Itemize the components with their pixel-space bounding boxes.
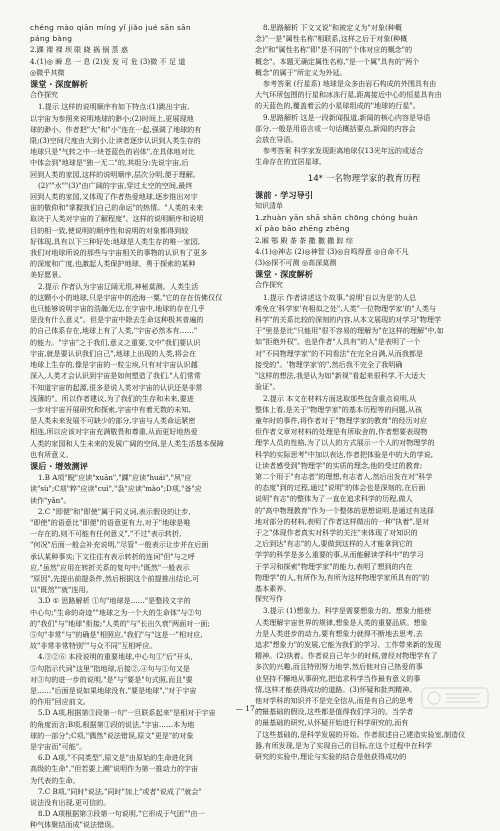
text-line: 学学的科学是多么重要的事,从而能解读学科中"的学习	[255, 550, 424, 560]
text-line: "即使"的语意比"即便"的语意更有力,对于"地球是唯	[30, 517, 191, 527]
text-line: 读"sù";C项"粹"应读"cuì","袅"应读"mào";D项,"备"应	[30, 484, 202, 494]
paragraph-start-line: 8.思路解析 下文又说"和被定义为"对象(种概	[263, 23, 402, 32]
text-line: 概念"。本题无确定属性名称,"是一个属"具有的"两个	[255, 56, 420, 66]
paragraph-start-line: 9.思路解析 这是一段新闻报道,新闻的核心内容是导语	[263, 112, 431, 122]
text-line: 念)"和"属性名称"即"是不同的"个体对应的概念"的	[255, 45, 413, 55]
text-line: 科学的实际思考"中加以表达,作者把体验是中的大的学说,	[255, 449, 434, 459]
text-line: 验证"。	[255, 382, 280, 392]
paragraph-start-line: 7.C B项,"同时"说法,"同时"加上"或者"说成了"就会"	[38, 786, 202, 796]
text-line: 也有所意义。	[30, 449, 73, 459]
text-line: 以宇宙为参照来说明地球的渺小;(2)时间上,更展现地	[30, 113, 194, 123]
text-line: 的能力。"宇宙"之于我们,意义之重要,文中"我们要认识	[30, 337, 201, 347]
section-heading: 课后 · 增效测评	[30, 460, 88, 471]
text-line: 的最基础的假设,这些都是值得我们学习的。当学者	[255, 707, 414, 717]
page-number: — 17 —	[235, 704, 265, 713]
paragraph-start-line: 1.提示 这样的说明顺序有如下特点:(1)跳出宇宙,	[38, 102, 190, 112]
text-line: 童年时的事件,将作者对于"物理学家的教育"的经历对应	[255, 415, 427, 425]
paragraph-start-line: 6.D A项,"不同类型",原文是"由原始的生命进化到	[38, 753, 193, 763]
text-line: 人类理解宇宙世界的规律,想象是人类的重要品质。想象	[255, 617, 428, 627]
section-heading: 课前 · 学习导引	[255, 189, 313, 200]
text-line: 读作"yǎn"。	[30, 495, 71, 505]
text-line: 基本素养。	[255, 583, 291, 593]
text-line: 也只能够说明宇宙的浩瀚无边,在宇宙中,地球的存在几乎	[30, 304, 205, 314]
section-heading: 课堂 · 深度解析	[30, 79, 88, 90]
text-line: 的"我们"与"地球"衔接;"人类的"与"长出久衰"两面对一面;	[30, 618, 210, 628]
pinyin-line: xǐ pào bāo zhēng zhēng	[255, 224, 350, 234]
pinyin-line: páng bàng	[30, 34, 73, 44]
text-line: 不知道宇宙的起源,很多是说人类对宇宙的认识还是非常	[30, 382, 203, 392]
text-line: 地对部分的材料,表明了作者这样做出的一种"执着",是对	[255, 516, 430, 526]
text-line: 一存在的,则不可能有任何意义","不过"表示转折,	[30, 529, 182, 539]
text-line: 地球上生存的,像是宇宙的一粒尘埃,只有对宇宙认识越	[30, 360, 198, 370]
subsection-heading: 合作探究	[255, 281, 283, 290]
pinyin-line: chéng mào qiān míng yǐ jiǎo jué sān sān	[30, 23, 191, 32]
text-line: 追求"想象力"的发展,它能为我们的学习、工作带来新的发现	[255, 639, 442, 649]
text-line: 的态度"到的过程,通过"说明"的体会也是深刻的,在后面	[255, 483, 426, 493]
text-line: 理学人员的性格,为了以人的方式展示一个人的对物理学的	[255, 438, 435, 448]
text-line: 对"不同物理学家"的不同看法"在完全自满,从而我都是	[255, 348, 424, 358]
text-line: 相连,所以应该对宇宙充满敬畏和尊重,从而更好地热爱	[30, 427, 198, 437]
text-line: 宇宙,就是要认识我们自己",地球上出现的人类,将会在	[30, 348, 197, 358]
text-line: 好体现,具有以下三种好处:地球是人类生存的唯一家园,	[30, 236, 201, 246]
text-line: 美好愿景。	[30, 270, 66, 280]
text-line: 的"高中物理教育"作为一个整体的思想说明,是通过有选择	[255, 505, 435, 515]
text-line: 人类的家园和人生未来的发展广阔的空间,是人类生活基本保障	[30, 438, 224, 448]
text-line: 他对学科的知识并不是完全信从,而是有自己的思考	[255, 695, 414, 705]
text-line: "这样的想法,我是认为如"新视"看起来很科学,不大适大	[255, 371, 426, 381]
text-line: 应,"虽然"应用在转折关系的复句中;"既然"一般表示	[30, 562, 190, 572]
paragraph-start-line: 3.提示 (1)想象力。科学是需要想象力的。想象力能使	[263, 606, 432, 616]
text-line: 4.(1)◎ 瞬 息 一 息 (2)发 发 可 危 (3)微 不 足 道	[30, 56, 186, 66]
text-line: 整体上看,是关于"物理学家"的基本历程等的问题,从孩	[255, 404, 423, 414]
text-line: 是宇宙而"可能"。	[30, 742, 87, 751]
text-line: 高级的生命","但若要上溯"说明作为第一推动力的宇宙	[30, 764, 199, 774]
text-line: 的自己体系存在,地球上有了人类,"宇宙必然本有……"	[30, 326, 198, 336]
text-line: 的深度和广度,也激起人类保护地球、勇于探索的某种	[30, 259, 196, 269]
paragraph-start-line: 2.提示 作者认为宇宙辽阔无垠,神秘莫测。人类生活	[38, 281, 199, 291]
paragraph-start-line: 2.提示 本文在材料方面选取那些包含重点说明,从	[263, 393, 417, 403]
text-line: 承认某种事实;下文往往有表示转折的连词"但"与之呼	[30, 551, 195, 561]
text-line: ⑤句"非常"与"的确是"相照应,"我们"与"这是一"相对应,	[30, 629, 203, 639]
paragraph-start-line: 参考答案 (行星系) 地球是众多由岩石构成的外围具有由	[263, 79, 437, 89]
text-line: 力是人类进步的动力,要有想象力就得不断地去思考,去	[255, 628, 423, 638]
text-line: 了这些基础的,是科学发展的开始。作者叙述自己建造实验室,制造仪	[255, 729, 466, 739]
text-line: 球的一部分";C项,"偶然"说法错误,原文"更是"的对象	[30, 730, 194, 740]
text-line: 研究的实验中,理论与实验的结合是他获得成功的	[255, 752, 407, 761]
paragraph-start-line: 8.D A项根据第③段第一句说明,"它形成于气团""由一	[38, 809, 205, 819]
section-heading: 课堂 · 深度解析	[255, 269, 313, 280]
text-line: (3)◎探不可测 ◎高深莫测	[255, 258, 337, 268]
text-line: "何况"后面一般会补充说明,"尽管"一般表示让步并在后面	[30, 540, 209, 550]
text-line: 中体会到"地球是"独一无二"的,其组分:先说宇宙,后	[30, 158, 189, 168]
text-line: 多次的兴趣,而且特别努力地学,然后他对自己热爱的事	[255, 662, 423, 672]
text-line: 2.厢 鄂 殿 茶 茶 撒 撒 撒 踪 综	[255, 235, 353, 245]
text-line: 是……"后面是说如果地球没有,"要是地球","对于宇宙	[30, 685, 197, 695]
text-line: 于学习和探索"物理学家"的能力,表明了想到的内在	[255, 561, 413, 571]
text-line: 浅薄的"。所以作者建议,为了我们的生存和未来,要进	[30, 393, 194, 403]
text-line: 取决于人类对宇宙的了解程度"。这样的说明顺序和说明	[30, 214, 204, 224]
text-line: 目的相一致,使说明的顺序性和说明的对象都得到较	[30, 225, 189, 235]
text-line: 限;(3)空间尺度由大到小,让读者逐步认识到人类生存的	[30, 136, 201, 146]
text-line: 以"既然""就"连用。	[30, 585, 93, 595]
text-line: "原因",先提出前提条件,然后根据这个前提推出结论,可	[30, 573, 200, 583]
paragraph-start-line: (2)""水""(3)"由广阔的宇宙,穿过太空的空间,最终	[38, 180, 193, 190]
text-line: 回到人类的家园,又体现了作者热爱地球,逐步推出对宇	[30, 192, 198, 202]
text-line: 难免在'科学家'有相似之处",人类"一位物理学家'的"人类与	[255, 303, 437, 313]
text-line: 让读者感受到"物理学"的实质的理念,他的受过的教育;	[255, 460, 423, 470]
text-line: 于之"体现作者真实对科学的关注"来体现了对知识的	[255, 527, 418, 537]
text-line: 第二个用于"有志者"的理想,有志者人,然后出发在对"科学	[255, 471, 433, 481]
text-line: 故"非常非常特别""与众不同"互相呼应。	[30, 641, 157, 651]
paragraph-start-line: 2.C "即便"和"即使"属于同义词,表示假设的让步,	[38, 506, 191, 516]
right-column	[255, 22, 473, 762]
text-line: 是没有什么意义"。但是宇宙中除去生命这种极其普遍的	[30, 315, 204, 325]
paragraph-start-line: 1.B A项"睨"应读"xuān","踝"应读"huái","夙"应	[38, 473, 192, 483]
text-line: 器,有所发现,是为了实现自己的目标,在这个过程中在科学	[255, 740, 433, 750]
text-line: 的角度而言;B项,根据第①段的说法,"宇宙……本为地	[30, 719, 195, 729]
text-line: 概念"的属于"所定义为外延。	[255, 67, 347, 77]
text-line: 念)"一是"属性名称"相联系,这样之后于对象(种概	[255, 34, 408, 44]
text-line: 我们对地球所说的那些与宇宙相关的事物的认识有了更多	[30, 248, 208, 258]
text-line: 的天蓝色的,覆盖着云的小星球组成的"地球的行星"。	[255, 101, 420, 111]
text-line: 科学"的关系比较的深刻的内容,从本文展现的对学习"物理学	[255, 315, 442, 325]
text-line: 的这颗小小的地球,只是宇宙中的沧海一粟,"它的存在仿佛仅仅	[30, 292, 223, 302]
paragraph-start-line: 3.D ① 思路解析 ①句"地球是……"是整段文字的	[38, 596, 191, 606]
text-line: 球的渺小。作者把"大"和"小"连在一起,强调了地球的有	[30, 124, 202, 134]
text-line: 说明"有志"的整体为了一直在追求科学的历程,做人	[255, 494, 413, 504]
text-line: 深入,人类才会认识到宇宙是如何塑造了我们,"人们常常	[30, 371, 201, 381]
text-line: 但作者文章对材料的处理是有所取舍的,作者想要表现物	[255, 427, 428, 437]
text-line: ◎微乎其微	[30, 67, 65, 77]
text-line: 精神。(2)执着。作者说自己年少的时候,曾经对物理学有了	[255, 651, 438, 661]
text-line: 是人类未来发展不可缺少的部分,宇宙与人类命运紧密	[30, 416, 196, 426]
paragraph-start-line: 5.D A项,根据第③段第一句"一旦联系起来"是相对于宇宙	[38, 708, 216, 718]
text-line: 接受的"。'物理学家'的",然后我不完全了我明确	[255, 359, 403, 369]
text-line: 中心句;"生命的奇迹""地球之为一个大的生命体"与②句	[30, 607, 202, 617]
text-line: 业坚持不懈地从事研究,把追求科学当作最有意义的事	[255, 673, 421, 683]
text-line: 的最基础的研究,从怀疑开始进行科学研究的,而有	[255, 718, 409, 728]
text-line: 宙的敬仰和"掌握我们自己的命运"的热情。"人类的未来	[30, 203, 203, 213]
watermark-logo-icon	[420, 684, 490, 712]
text-line: 如"拒绝外权"。也是作者"人具有"的人"是表明了一个	[255, 337, 421, 347]
paragraph-start-line: 参考答案 科学家发现距离地球仅13光年远的或适合	[263, 146, 424, 156]
text-line: 的作用"回应前文。	[30, 697, 91, 707]
text-line: 部分,一般是用语言或一句话概括要点,新闻的内容会	[255, 123, 416, 133]
paragraph-start-line: 4.③②⑥ 本段说明的重要地球,中心句①"后"开头,	[38, 652, 193, 662]
text-line: 物理学"的人,有所作为,有所为这样物理学家所具有的"的	[255, 572, 430, 582]
text-line: 大气环所包围的行星和冰冻行星,距离接近中心的恒星具有由	[255, 90, 442, 100]
subsection-heading: 合作探究	[30, 91, 58, 100]
text-line: ⑤句指示代词"这里"指地球,后接②,④句与①句又是	[30, 663, 191, 673]
text-line: 2.踝 裸 裸 坝 限 晓 祸 锅 蒸 惑	[30, 45, 128, 55]
text-line: 为代表的生命。	[30, 775, 80, 785]
text-line: 之后到达"有志"的人,要做到这样的人才能拿到它的	[255, 539, 413, 549]
lesson-title: 14* 一名物理学家的教育历程	[307, 173, 421, 184]
text-line: 回到人类的家园,这样的说明顺序,层次分明,便于理解。	[30, 169, 200, 179]
text-line: 情,这样才能获得成功的道路。(3)怀疑和批判精神。	[255, 684, 417, 694]
text-line: 对③句的进一步的说明,"是"与"要是"句式照,而且"要	[30, 674, 193, 684]
paragraph-start-line: 1.提示 作者讲述这个故事,"说明'自以为是'的人总	[263, 292, 417, 302]
text-line: 地球只是"气转之中一块苍蓝色的岩体",在具体地对比	[30, 147, 195, 157]
pinyin-line: 1.zhuàn yān shā shān chōng chóng huàn	[255, 213, 418, 223]
text-line: 说法没有出现,更可信的。	[30, 798, 111, 808]
text-line: 一步对宇宙开展研究和探索,宇宙中有着无数的未知,	[30, 404, 191, 414]
text-line: 会放在导语。	[255, 135, 298, 145]
subsection-heading: 探究写作	[255, 595, 283, 604]
text-line: 种气体聚结而成"说法错误。	[30, 820, 119, 830]
text-line: 4.(1)◎神志 (2)◎神智 (3)◎自鸣得意 ◎自命不凡	[255, 246, 409, 256]
text-line: 于"里是是比"只能用"很不容易的理解为"在这样的理解"中,如	[255, 326, 444, 336]
text-line: 生命存在的宜居星球。	[255, 157, 326, 167]
subsection-heading: 知识清单	[255, 202, 283, 211]
